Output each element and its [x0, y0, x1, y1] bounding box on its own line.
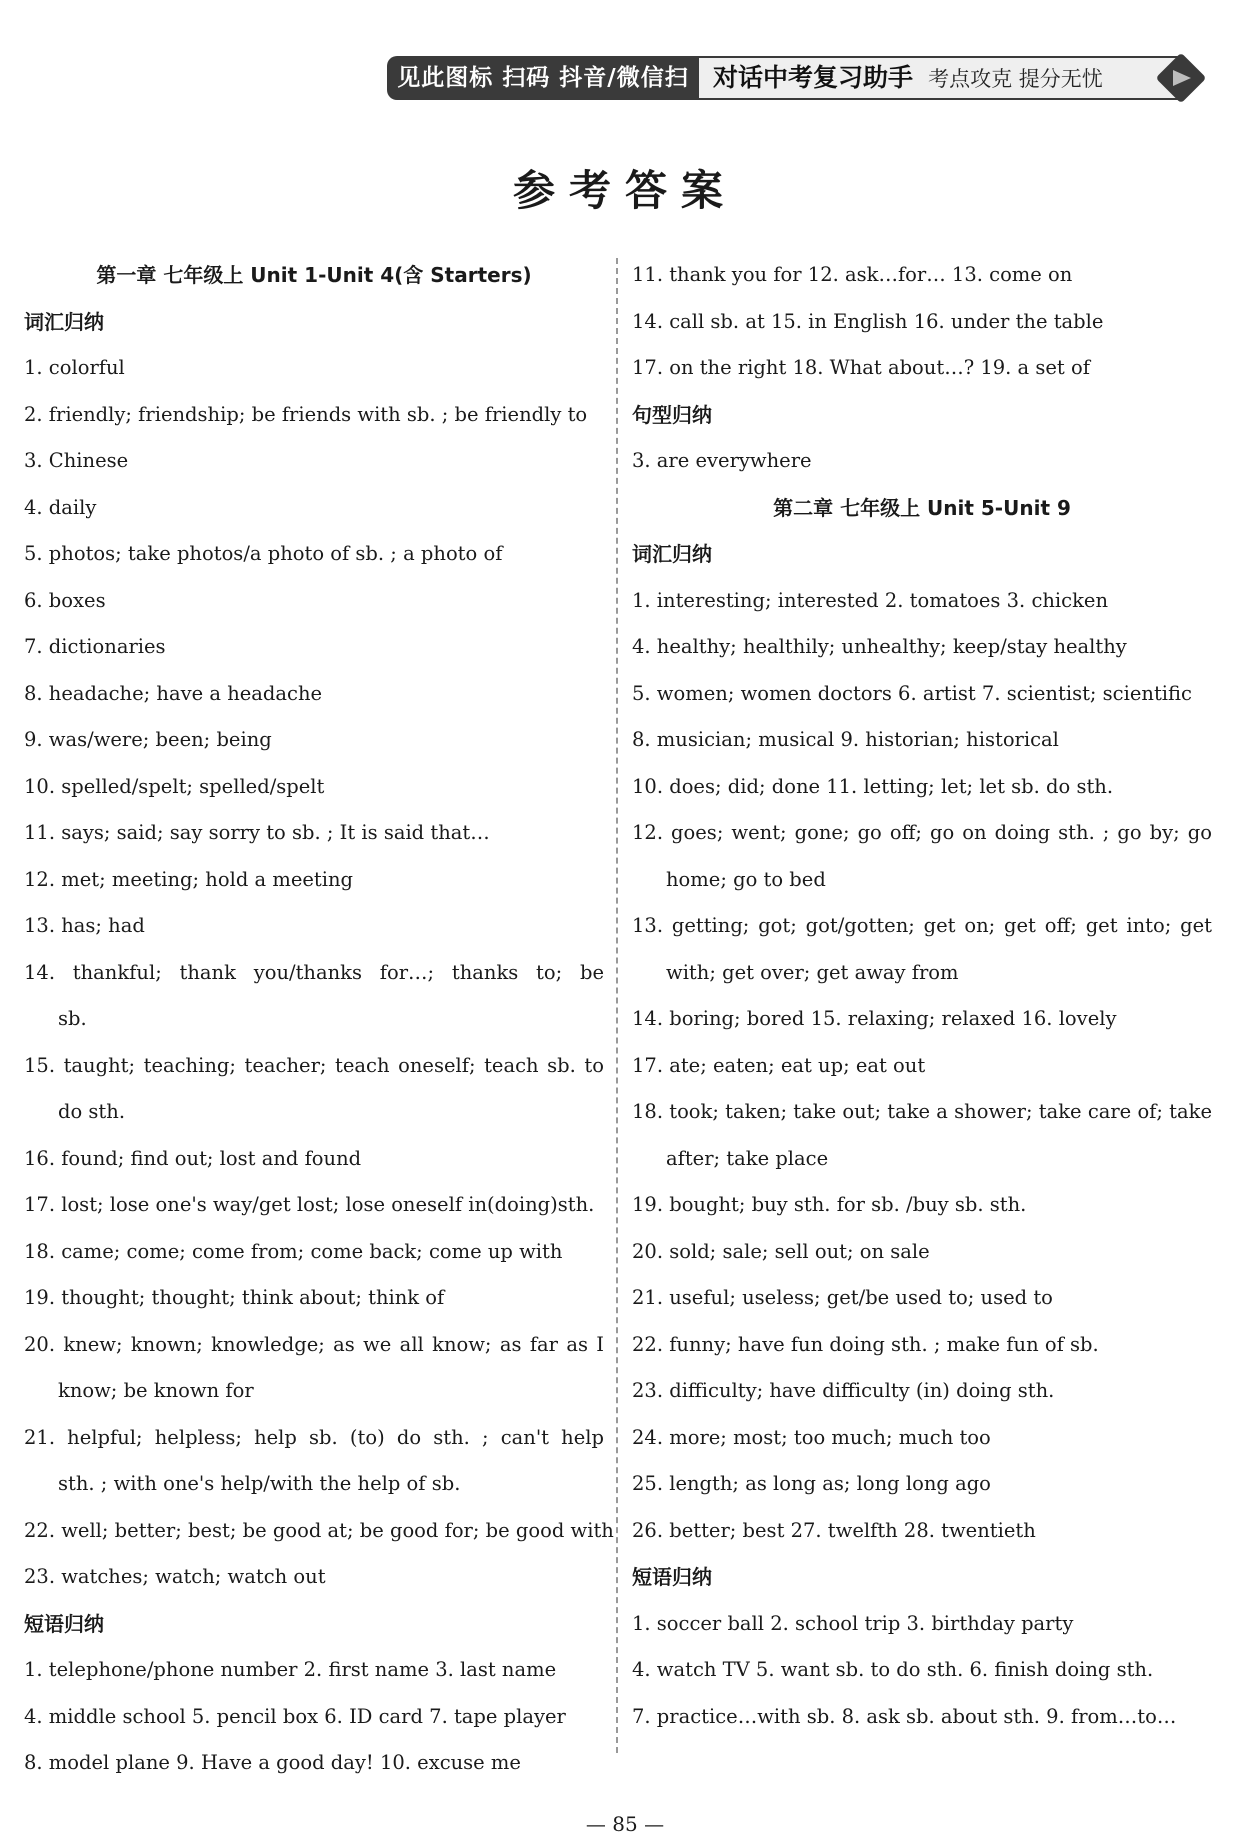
answer-line: 22. funny; have fun doing sth. ; make fun of sb. [632, 1332, 1099, 1356]
answer-line: 4. middle school 5. pencil box 6. ID card 7. tape player [24, 1704, 566, 1728]
section-heading: 短语归纳 [24, 1611, 104, 1636]
section-heading: 句型归纳 [632, 402, 712, 427]
banner-slogan [699, 56, 1179, 100]
answer-line: 16. found; find out; lost and found [24, 1146, 362, 1170]
answer-line: 13. getting; got; got/gotten; get on; get off; get into; get [632, 914, 1212, 937]
answer-line: 23. watches; watch; watch out [24, 1565, 326, 1588]
answer-line: 11. says; said; say sorry to sb. ; It is said that… [24, 821, 490, 844]
answer-line: 18. took; taken; take out; take a shower; take care of; take [632, 1100, 1212, 1123]
answer-line: 20. sold; sale; sell out; on sale [632, 1239, 930, 1263]
answer-line: 19. thought; thought; think about; think of [24, 1286, 445, 1309]
page-number: — 85 — [585, 1812, 665, 1836]
answer-line: 10. does; did; done 11. letting; let; let sb. do sth. [632, 774, 1114, 798]
answer-line: 11. thank you for 12. ask…for… 13. come on [632, 263, 1073, 286]
answer-line: 21. useful; useless; get/be used to; used to [632, 1286, 1053, 1309]
answer-line: 23. difficulty; have difficulty (in) doing sth. [632, 1379, 1055, 1402]
answer-line: 14. call sb. at 15. in English 16. under the table [632, 309, 1104, 333]
answer-line: 25. length; as long as; long long ago [632, 1472, 991, 1495]
answer-line: 13. has; had [24, 914, 145, 937]
answer-line: 26. better; best 27. twelfth 28. twentieth [632, 1518, 1036, 1542]
answer-line: 5. women; women doctors 6. artist 7. scientist; scientific [632, 681, 1192, 705]
left-column [24, 252, 614, 1787]
answer-line-continued: after; take place [666, 1146, 829, 1170]
answer-line: 17. lost; lose one's way/get lost; lose oneself in(doing)sth. [24, 1193, 595, 1216]
answer-line: 7. dictionaries [24, 635, 166, 658]
answer-line: 1. interesting; interested 2. tomatoes 3. chicken [632, 588, 1108, 612]
answer-line: 21. helpful; helpless; help sb. (to) do sth. ; can't help [24, 1425, 604, 1449]
answer-line: 1. colorful [24, 356, 125, 379]
answer-line: 6. boxes [24, 588, 106, 612]
section-heading: 词汇归纳 [632, 542, 712, 566]
answer-line: 1. telephone/phone number 2. first name 3. last name [24, 1658, 557, 1681]
answer-line: 14. thankful; thank you/thanks for…; thanks to; be [24, 960, 604, 984]
answer-line: 4. daily [24, 495, 97, 519]
header-banner [387, 56, 1199, 135]
banner-main-text: 对话中考复习助手 [713, 63, 914, 92]
answer-line-continued: sb. [58, 1007, 87, 1030]
answer-line: 12. met; meeting; hold a meeting [24, 867, 354, 891]
answer-line: 14. boring; bored 15. relaxing; relaxed 16. lovely [632, 1007, 1117, 1030]
right-column [632, 252, 1212, 1740]
banner-sub-text: 考点攻克 提分无忧 [928, 67, 1103, 91]
answer-line: 3. Chinese [24, 449, 129, 472]
answer-line: 10. spelled/spelt; spelled/spelt [24, 774, 325, 798]
answer-line: 12. goes; went; gone; go off; go on doing sth. ; go by; go [632, 821, 1212, 844]
section-heading: 词汇归纳 [24, 309, 104, 334]
answer-line: 7. practice…with sb. 8. ask sb. about sth. 9. from…to… [632, 1704, 1177, 1728]
answer-line-continued: know; be known for [58, 1379, 254, 1402]
chapter-heading: 第一章 七年级上 Unit 1-Unit 4(含 Starters) [96, 263, 532, 287]
page-title: 参考答案 [512, 166, 737, 215]
chapter-heading: 第二章 七年级上 Unit 5-Unit 9 [773, 495, 1071, 520]
answer-line: 4. healthy; healthily; unhealthy; keep/stay healthy [632, 635, 1127, 658]
answer-line: 8. musician; musical 9. historian; historical [632, 728, 1059, 751]
answer-line-continued: home; go to bed [666, 867, 826, 891]
answer-line: 15. taught; teaching; teacher; teach oneself; teach sb. to [24, 1053, 604, 1077]
answer-line: 18. came; come; come from; come back; come up with [24, 1239, 563, 1263]
answer-line: 3. are everywhere [632, 449, 812, 472]
answer-line: 5. photos; take photos/a photo of sb. ; a photo of [24, 542, 503, 565]
section-heading: 短语归纳 [632, 1565, 712, 1589]
answer-line: 19. bought; buy sth. for sb. /buy sb. sth. [632, 1193, 1027, 1216]
answer-line-continued: with; get over; get away from [666, 960, 959, 984]
answer-line: 24. more; most; too much; much too [632, 1425, 991, 1449]
answer-line: 4. watch TV 5. want sb. to do sth. 6. finish doing sth. [632, 1658, 1154, 1681]
answer-line: 22. well; better; best; be good at; be good for; be good with [24, 1518, 614, 1542]
answer-line: 1. soccer ball 2. school trip 3. birthday party [632, 1611, 1074, 1635]
answer-line: 2. friendly; friendship; be friends with sb. ; be friendly to [24, 402, 588, 426]
answer-line: 20. knew; known; knowledge; as we all know; as far as I [24, 1332, 604, 1356]
answer-line: 9. was/were; been; being [24, 728, 272, 751]
answer-line: 17. on the right 18. What about…? 19. a set of [632, 356, 1090, 379]
answer-line: 8. model plane 9. Have a good day! 10. excuse me [24, 1751, 521, 1774]
answer-line: 8. headache; have a headache [24, 681, 323, 705]
answer-line-continued: do sth. [58, 1100, 126, 1123]
banner-scan-label: 见此图标 扫码 抖音/微信扫码 [387, 56, 699, 100]
answer-line: 17. ate; eaten; eat up; eat out [632, 1053, 926, 1077]
answer-line-continued: sth. ; with one's help/with the help of sb. [58, 1472, 461, 1495]
column-divider [616, 258, 618, 1753]
